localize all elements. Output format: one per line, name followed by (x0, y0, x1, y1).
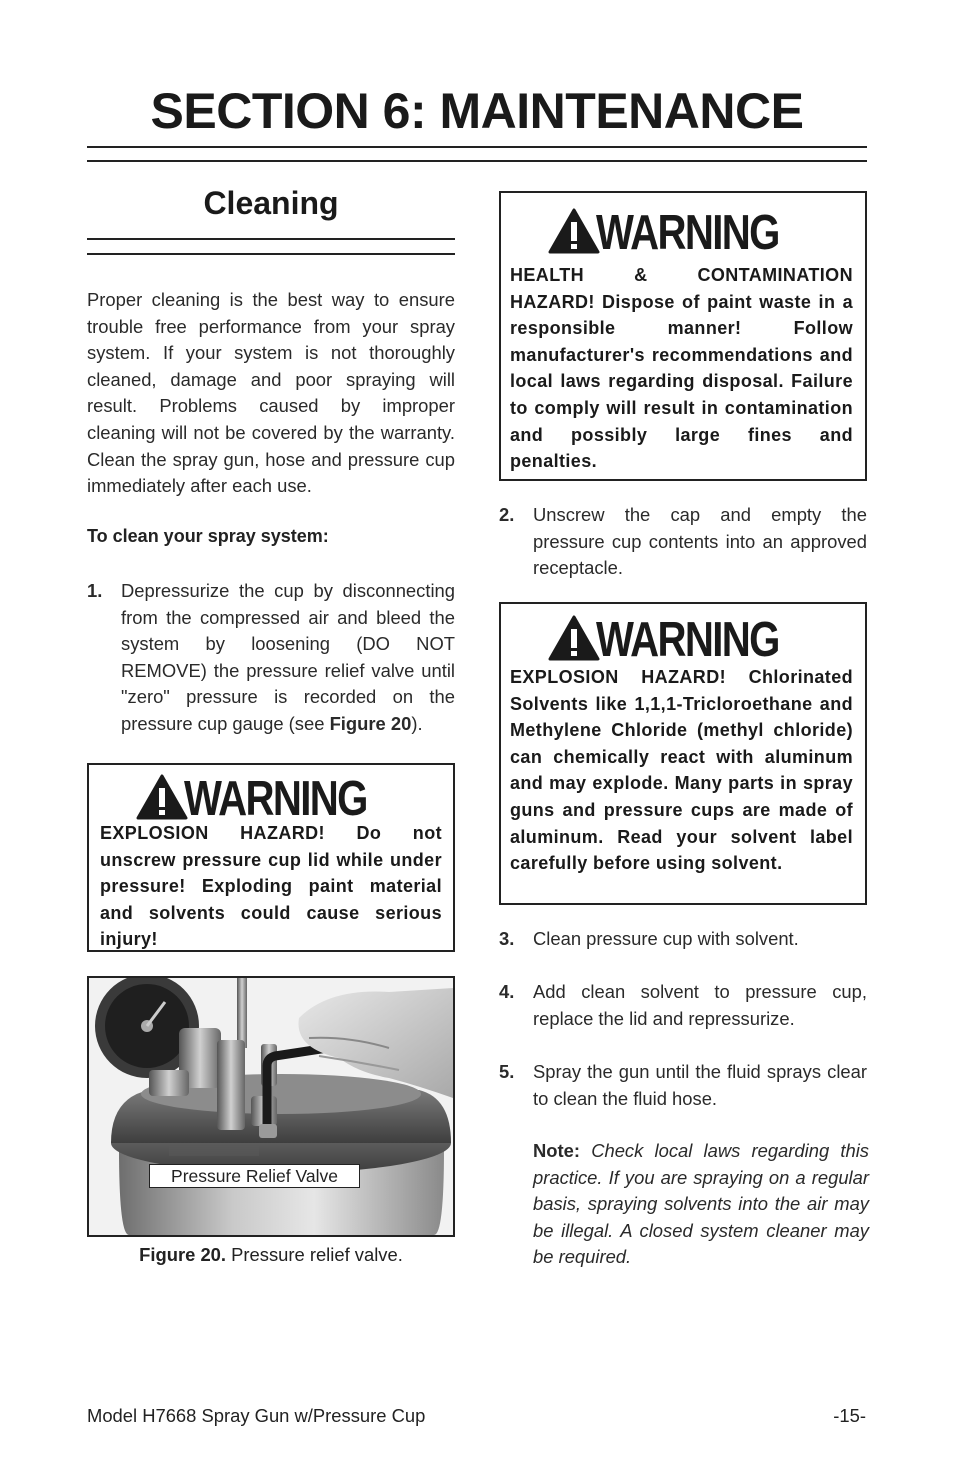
footer-page-number: -15- (833, 1405, 866, 1426)
step-text: Depressurize the cup by disconnecting from the compressed air and bleed the system by loosening (DO NOT REMOVE) the pressure relief valve until "zero" pressure is recorded on the pressure cup gauge (see Figure 20). (121, 580, 455, 734)
step-4 (499, 979, 867, 1035)
step-text: Clean pressure cup with solvent. (533, 928, 799, 949)
cleaning-rule-top (87, 238, 455, 240)
step-1 (87, 578, 455, 738)
title-rule-bottom (87, 160, 867, 162)
warning-box-contamination (499, 191, 867, 481)
warning-text: EXPLOSION HAZARD! Chlorinated Solvents like 1,1,1-Tricloroethane and Methylene Chloride (methyl chloride) can chemically react with aluminum and may explode. Many parts in spray guns and pressure cups are made of aluminum. Read your solvent label carefully before using solvent. (510, 667, 853, 874)
step-5 (499, 1059, 867, 1115)
step-number: 5. (499, 1061, 515, 1082)
step-number: 2. (499, 504, 515, 525)
section-title: SECTION 6: MAINTENANCE (150, 83, 804, 139)
step-text: Add clean solvent to pressure cup, replace the lid and repressurize. (533, 981, 867, 1029)
step-number: 3. (499, 928, 515, 949)
note-text: Check local laws regarding this practice. If you are spraying on a regular basis, spraying solvents into the air may be illegal. A closed system cleaner may be required. (533, 1140, 869, 1268)
warning-header (501, 207, 865, 259)
note-label: Note: (533, 1140, 580, 1161)
cleaning-heading: Cleaning (203, 185, 339, 221)
warning-title: WARNING (183, 772, 367, 826)
step-text: Unscrew the cap and empty the pressure cup contents into an approved receptacle. (533, 504, 867, 579)
figure-20-photo (87, 976, 455, 1237)
figure-caption-text: Pressure relief valve. (226, 1244, 403, 1265)
warning-header (501, 614, 865, 666)
intro-paragraph: Proper cleaning is the best way to ensure trouble free performance from your spray system. If your system is not thoroughly cleaned, damage and poor spraying will result. Problems caused by improper cleaning will not be covered by the warranty. Clean the spray gun, hose and pressure cup immediately after each use. (87, 289, 455, 497)
footer-model: Model H7668 Spray Gun w/Pressure Cup (87, 1405, 426, 1426)
title-rule-top (87, 146, 867, 148)
cleaning-rule-bottom (87, 253, 455, 255)
step-3 (499, 926, 867, 954)
step-number: 4. (499, 981, 515, 1002)
warning-text: EXPLOSION HAZARD! Do not unscrew pressure cup lid while under pressure! Exploding paint material and solvents could cause serious injury! (100, 823, 442, 950)
figure-caption-label: Figure 20. (139, 1244, 227, 1265)
warning-title: WARNING (595, 613, 779, 667)
figure-reference: Figure 20 (329, 712, 412, 734)
pressure-relief-valve-callout: Pressure Relief Valve (149, 1164, 360, 1188)
pressure-cup-illustration (89, 978, 453, 1235)
warning-box-chlorinated-solvents (499, 602, 867, 905)
warning-box-explosion-lid (87, 763, 455, 952)
step-number: 1. (87, 580, 103, 601)
warning-triangle-icon (548, 614, 600, 662)
step-2 (499, 502, 867, 582)
warning-triangle-icon (136, 773, 188, 821)
warning-text: HEALTH & CONTAMINATION HAZARD! Dispose of paint waste in a responsible manner! Follow manufacturer's recommendations and local laws regarding disposal. Failure to comply will result in contamination and possibly large fines and penalties. (510, 265, 853, 472)
note-paragraph (533, 1138, 869, 1271)
step-text: Spray the gun until the fluid sprays clear to clean the fluid hose. (533, 1061, 867, 1109)
warning-header (89, 773, 453, 825)
warning-triangle-icon (548, 207, 600, 255)
figure-caption (87, 1244, 455, 1266)
warning-title: WARNING (595, 206, 779, 260)
procedure-lead: To clean your spray system: (87, 526, 329, 546)
